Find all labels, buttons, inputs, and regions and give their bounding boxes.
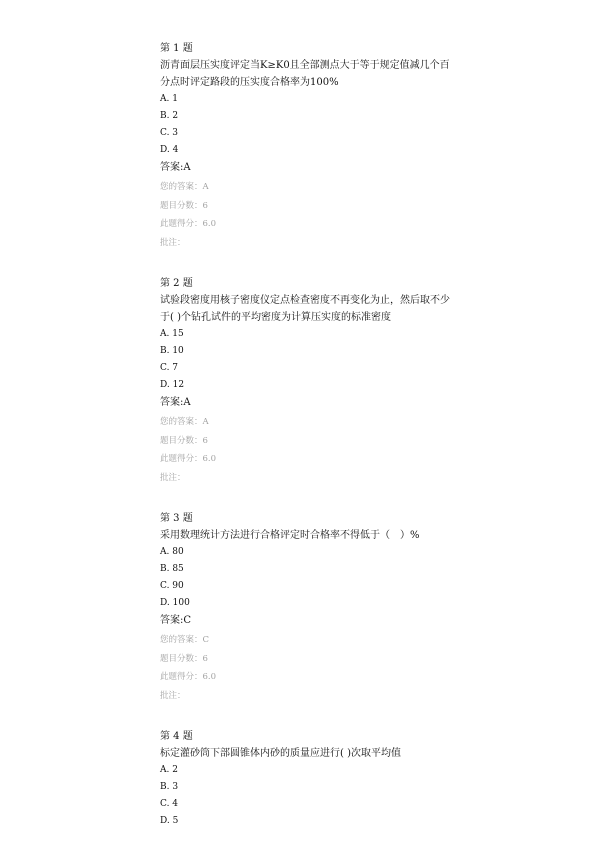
earned-label: 此题得分： [160, 672, 203, 682]
question-title: 第 2 题 [160, 278, 193, 289]
option-a: A. 2 [160, 765, 178, 775]
your-answer-value: A [202, 182, 209, 192]
question-title: 第 3 题 [160, 513, 193, 524]
question-3 [160, 510, 460, 705]
note-row [160, 234, 460, 253]
question-text: 采用数理统计方法进行合格评定时合格率不得低于（ ）% [160, 530, 420, 541]
question-text: 试验段密度用核子密度仪定点检查密度不再变化为止，然后取不少于( )个钻孔试件的平均密度为计算压实度的标准密度 [160, 295, 450, 323]
note-label: 批注： [160, 237, 186, 248]
your-answer-row [160, 178, 460, 197]
earned-value: 6.0 [202, 672, 217, 682]
option-a: A. 15 [160, 329, 184, 339]
option-list [160, 326, 460, 394]
option-d: D. 4 [160, 145, 179, 155]
earned-row [160, 668, 460, 687]
spacer [160, 705, 460, 728]
earned-label: 此题得分： [160, 454, 203, 464]
your-answer-row [160, 631, 460, 650]
your-answer-value: A [202, 417, 209, 427]
note-label: 批注： [160, 472, 186, 483]
exam-page [160, 40, 460, 830]
option-a: A. 1 [160, 94, 178, 104]
earned-row [160, 450, 460, 469]
your-answer-row [160, 413, 460, 432]
result-meta [160, 413, 460, 487]
option-c: C. 7 [160, 363, 179, 373]
option-list [160, 544, 460, 612]
option-list [160, 91, 460, 159]
question-1 [160, 40, 460, 252]
option-b: B. 85 [160, 564, 184, 574]
note-label: 批注： [160, 690, 186, 701]
option-c: C. 3 [160, 128, 179, 138]
result-meta [160, 631, 460, 705]
score-row [160, 432, 460, 451]
question-title: 第 1 题 [160, 43, 193, 54]
score-value: 6 [202, 200, 208, 211]
option-b: B. 10 [160, 346, 184, 356]
your-answer-label: 您的答案： [160, 417, 203, 427]
question-title: 第 4 题 [160, 731, 193, 742]
score-label: 题目分数： [160, 435, 203, 446]
option-d: D. 12 [160, 380, 185, 390]
spacer [160, 252, 460, 275]
result-meta [160, 178, 460, 252]
score-label: 题目分数： [160, 653, 203, 664]
option-d: D. 100 [160, 598, 190, 608]
correct-answer: 答案:A [160, 162, 191, 173]
question-2 [160, 275, 460, 487]
correct-answer: 答案:C [160, 615, 192, 626]
option-a: A. 80 [160, 547, 184, 557]
question-4 [160, 728, 460, 830]
note-row [160, 469, 460, 488]
option-list [160, 762, 460, 830]
option-d: D. 5 [160, 816, 179, 826]
option-b: B. 3 [160, 782, 179, 792]
note-row [160, 687, 460, 706]
correct-answer: 答案:A [160, 397, 191, 408]
your-answer-label: 您的答案： [160, 182, 203, 192]
option-c: C. 90 [160, 581, 184, 591]
your-answer-label: 您的答案： [160, 635, 203, 645]
question-text: 标定灌砂筒下部圆锥体内砂的质量应进行( )次取平均值 [160, 748, 401, 759]
question-text: 沥青面层压实度评定当K≥K0且全部测点大于等于规定值减几个百分点时评定路段的压实度合格率为100% [160, 60, 450, 88]
earned-label: 此题得分： [160, 219, 203, 229]
your-answer-value: C [202, 635, 210, 645]
earned-row [160, 215, 460, 234]
earned-value: 6.0 [202, 454, 217, 464]
score-label: 题目分数： [160, 200, 203, 211]
score-row [160, 650, 460, 669]
score-value: 6 [202, 653, 208, 664]
earned-value: 6.0 [202, 219, 217, 229]
option-b: B. 2 [160, 111, 179, 121]
option-c: C. 4 [160, 799, 179, 809]
score-row [160, 197, 460, 216]
spacer [160, 487, 460, 510]
score-value: 6 [202, 435, 208, 446]
